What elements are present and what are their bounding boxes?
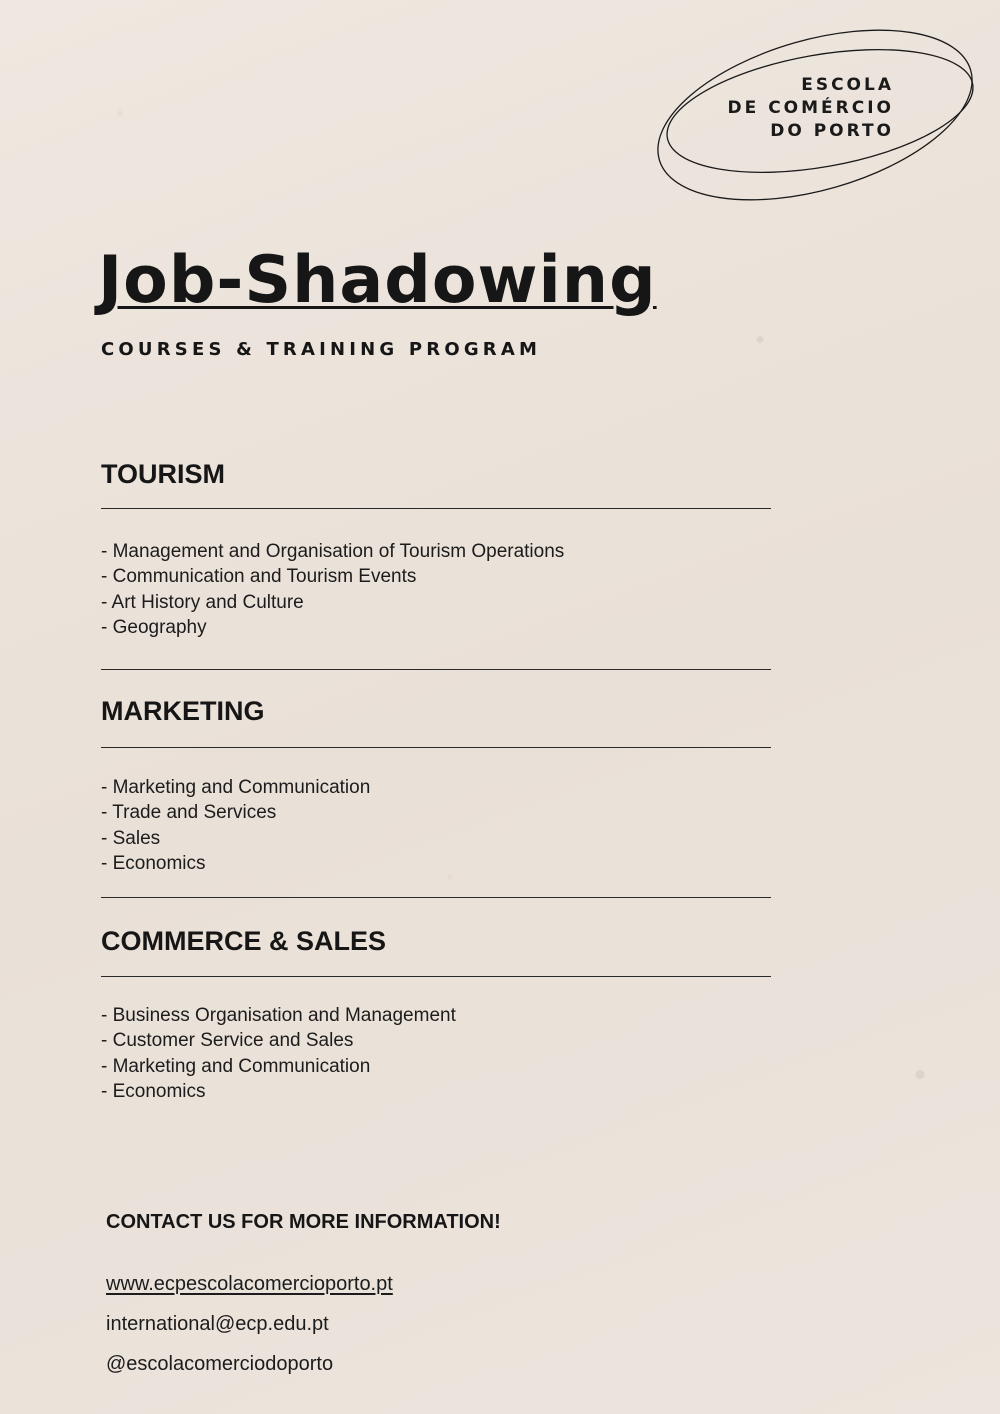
course-item: - Economics <box>101 1080 206 1102</box>
section-heading-tourism: TOURISM <box>101 459 226 489</box>
social-handle[interactable]: @escolacomerciodoporto <box>106 1353 334 1375</box>
course-item: - Marketing and Communication <box>101 777 371 798</box>
section-heading-marketing: MARKETING <box>101 696 265 726</box>
course-list-commerce-sales <box>101 1003 456 1104</box>
course-item: - Management and Organisation of Tourism Operations <box>101 541 565 562</box>
page-subtitle: COURSES & TRAINING PROGRAM <box>101 339 542 360</box>
divider <box>101 897 771 898</box>
contact-email[interactable]: international@ecp.edu.pt <box>106 1313 329 1335</box>
course-item: - Geography <box>101 616 207 638</box>
divider <box>101 747 771 748</box>
contact-heading: CONTACT US FOR MORE INFORMATION! <box>106 1211 501 1233</box>
section-heading-commerce-sales: COMMERCE & SALES <box>101 926 387 956</box>
course-item: - Business Organisation and Management <box>101 1005 456 1026</box>
course-item: - Trade and Services <box>101 802 277 824</box>
divider <box>101 508 771 509</box>
course-item: - Communication and Tourism Events <box>101 566 417 588</box>
page-title: Job-Shadowing <box>98 243 657 318</box>
course-item: - Customer Service and Sales <box>101 1030 354 1052</box>
logo-text-line-3: DO PORTO <box>770 121 894 141</box>
divider <box>101 669 771 670</box>
course-item: - Art History and Culture <box>101 591 304 613</box>
logo-text-line-1: ESCOLA <box>801 75 894 95</box>
course-list-tourism <box>101 539 564 640</box>
divider <box>101 976 771 977</box>
logo-text-line-2: DE COMÉRCIO <box>727 98 894 118</box>
course-item: - Sales <box>101 827 161 849</box>
course-list-marketing <box>101 775 370 876</box>
course-item: - Marketing and Communication <box>101 1055 371 1077</box>
course-item: - Economics <box>101 852 206 874</box>
website-link[interactable]: www.ecpescolacomercioporto.pt <box>106 1273 393 1295</box>
